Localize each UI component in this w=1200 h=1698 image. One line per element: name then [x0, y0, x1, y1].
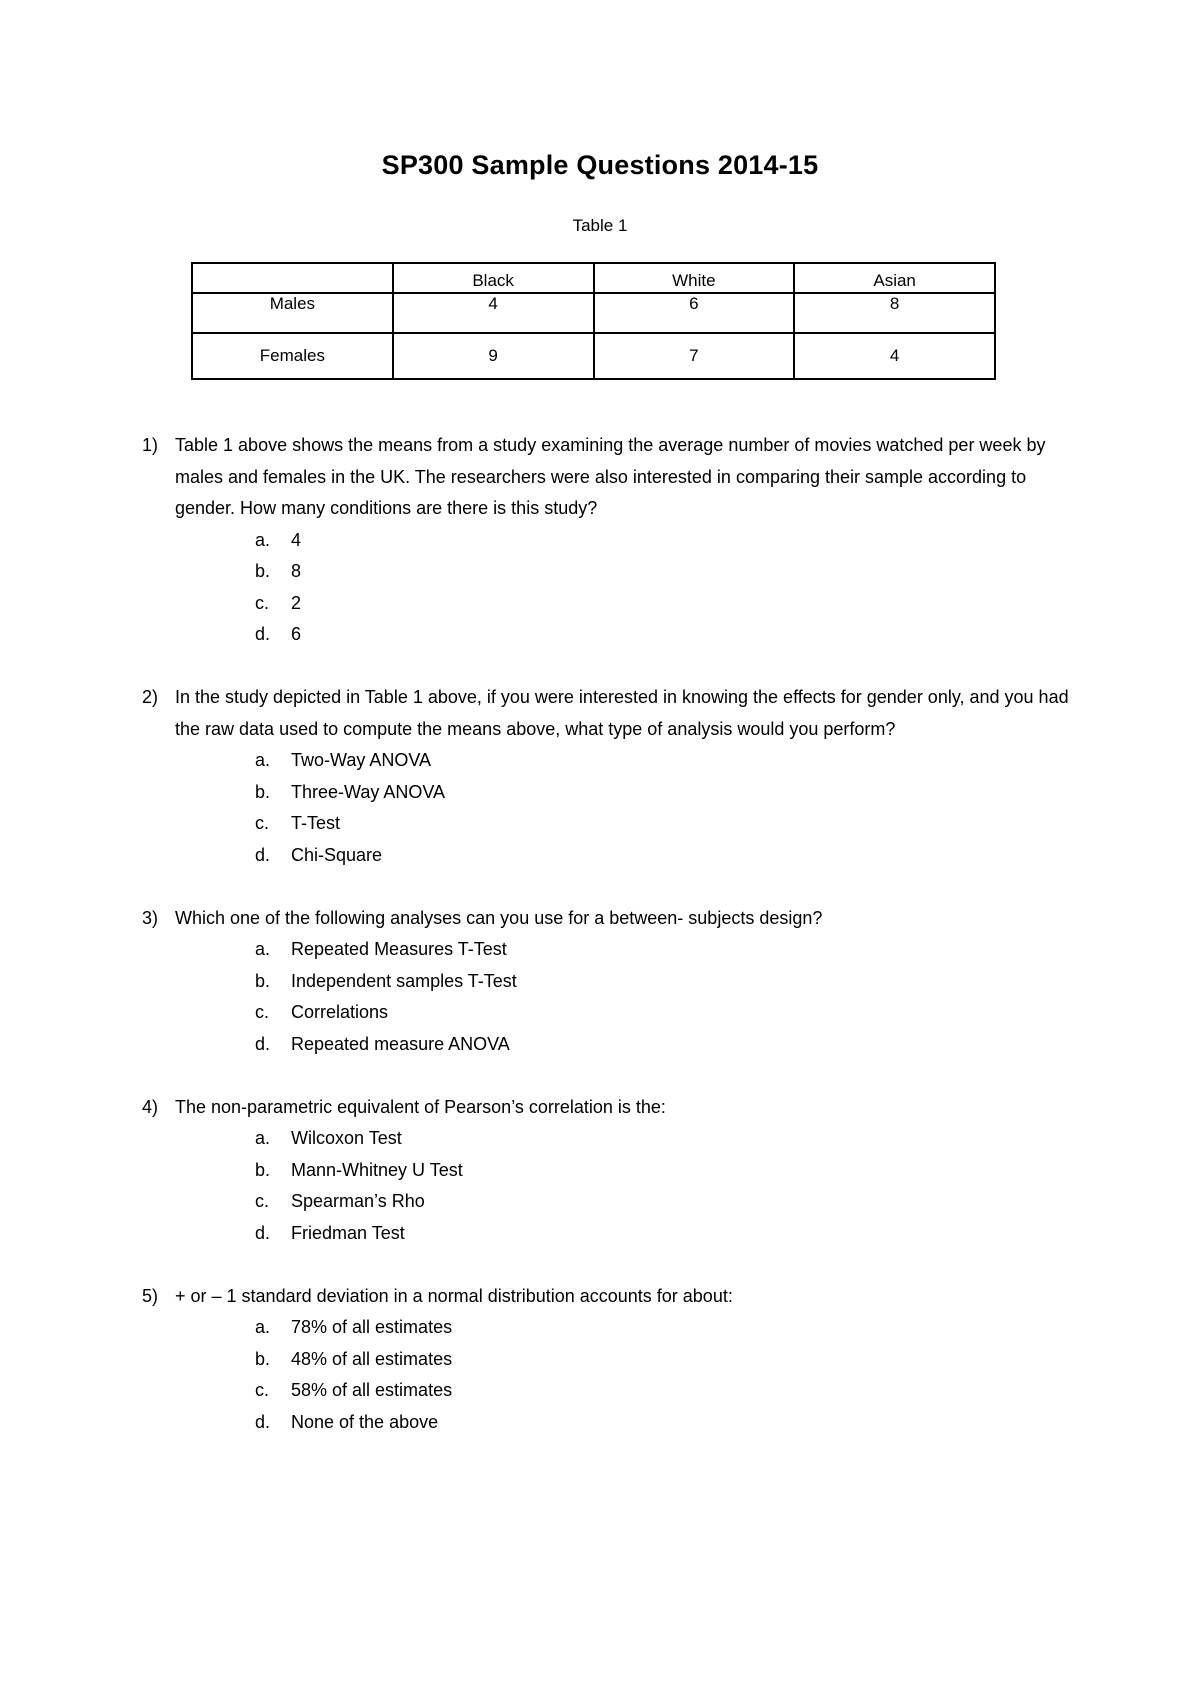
option-list [175, 745, 1072, 871]
table-cell: 4 [393, 293, 594, 333]
question-list [142, 430, 1072, 1470]
question-1 [142, 430, 1072, 651]
option-b [175, 966, 1072, 998]
option-letter: b. [255, 561, 271, 581]
option-letter: c. [255, 1380, 270, 1400]
option-d [175, 1218, 1072, 1250]
table-header-cell: Black [393, 263, 594, 293]
option-letter: d. [255, 624, 271, 644]
document-title: SP300 Sample Questions 2014-15 [381, 150, 819, 180]
means-table [191, 262, 996, 380]
option-a [175, 745, 1072, 777]
table-cell: 9 [393, 333, 594, 379]
option-list [175, 934, 1072, 1060]
option-b [175, 1155, 1072, 1187]
option-letter: a. [255, 529, 271, 550]
option-c [175, 1375, 1072, 1407]
option-letter: a. [255, 750, 271, 770]
option-letter: a. [255, 1128, 271, 1148]
option-letter: c. [255, 1191, 270, 1211]
table-cell: 4 [794, 333, 995, 379]
question-4 [142, 1092, 1072, 1250]
option-letter: a. [255, 939, 271, 959]
option-text: 2 [291, 592, 302, 613]
option-text: 8 [291, 561, 302, 581]
table-cell: 7 [594, 333, 795, 379]
option-letter: d. [255, 1411, 271, 1432]
option-text: 78% of all estimates [291, 1317, 453, 1337]
option-text: Repeated Measures T-Test [291, 939, 507, 959]
option-list [175, 1312, 1072, 1438]
option-d [175, 619, 1072, 651]
option-letter: d. [255, 1222, 271, 1243]
table-row-label: Females [192, 333, 393, 379]
question-number: 5) [142, 1285, 159, 1306]
option-b [175, 556, 1072, 588]
table-caption: Table 1 [572, 216, 628, 235]
option-c [175, 588, 1072, 620]
table-header-cell: White [594, 263, 795, 293]
table-header-cell [192, 263, 393, 293]
option-text: Mann-Whitney U Test [291, 1159, 463, 1180]
option-letter: d. [255, 844, 271, 865]
option-d [175, 1029, 1072, 1061]
option-d [175, 840, 1072, 872]
option-text: Wilcoxon Test [291, 1128, 402, 1148]
option-text: T-Test [291, 813, 341, 833]
option-text: 6 [291, 624, 302, 644]
question-text: Table 1 above shows the means from a study examining the average number of movies watched per week by males and females in the UK. The researchers were also interested in comparing their sample according to gender. How many conditions are there is this study? [175, 435, 1046, 518]
option-text: 4 [291, 529, 302, 550]
option-a [175, 1123, 1072, 1155]
option-text: Three-Way ANOVA [291, 781, 446, 802]
option-list [175, 525, 1072, 651]
question-5 [142, 1281, 1072, 1439]
table-row [192, 333, 995, 379]
question-text: + or – 1 standard deviation in a normal distribution accounts for about: [175, 1285, 733, 1306]
option-text: None of the above [291, 1411, 439, 1432]
table-cell: 8 [794, 293, 995, 333]
question-text: Which one of the following analyses can you use for a between- subjects design? [175, 907, 823, 928]
question-3 [142, 903, 1072, 1061]
option-a [175, 525, 1072, 557]
option-c [175, 997, 1072, 1029]
question-number: 2) [142, 687, 159, 707]
table-header-row [192, 263, 995, 293]
option-list [175, 1123, 1072, 1249]
option-letter: a. [255, 1317, 271, 1337]
option-text: Repeated measure ANOVA [291, 1033, 510, 1054]
option-letter: b. [255, 1348, 271, 1369]
question-text: The non-parametric equivalent of Pearson’s correlation is the: [175, 1096, 666, 1117]
option-c [175, 808, 1072, 840]
option-text: Chi-Square [291, 844, 383, 865]
question-number: 4) [142, 1096, 159, 1117]
table-cell: 6 [594, 293, 795, 333]
option-a [175, 1312, 1072, 1344]
table-row-label: Males [192, 293, 393, 333]
option-b [175, 1344, 1072, 1376]
option-letter: c. [255, 813, 270, 833]
option-d [175, 1407, 1072, 1439]
table-row [192, 293, 995, 333]
option-text: Friedman Test [291, 1222, 405, 1243]
option-letter: c. [255, 1002, 270, 1022]
table-header-cell: Asian [794, 263, 995, 293]
option-text: Independent samples T-Test [291, 970, 517, 991]
option-letter: b. [255, 781, 271, 802]
option-letter: c. [255, 592, 270, 613]
question-2 [142, 682, 1072, 871]
question-text: In the study depicted in Table 1 above, if you were interested in knowing the effects for gender only, and you had the raw data used to compute the means above, what type of analysis would you perform? [175, 687, 1069, 739]
question-number: 3) [142, 907, 159, 928]
option-letter: b. [255, 1159, 271, 1180]
question-number: 1) [142, 435, 159, 455]
option-c [175, 1186, 1072, 1218]
option-letter: d. [255, 1033, 271, 1054]
option-text: Spearman’s Rho [291, 1191, 425, 1211]
option-text: Two-Way ANOVA [291, 750, 432, 770]
option-b [175, 777, 1072, 809]
option-letter: b. [255, 970, 271, 991]
option-text: Correlations [291, 1002, 389, 1022]
option-a [175, 934, 1072, 966]
option-text: 58% of all estimates [291, 1380, 453, 1400]
option-text: 48% of all estimates [291, 1348, 453, 1369]
